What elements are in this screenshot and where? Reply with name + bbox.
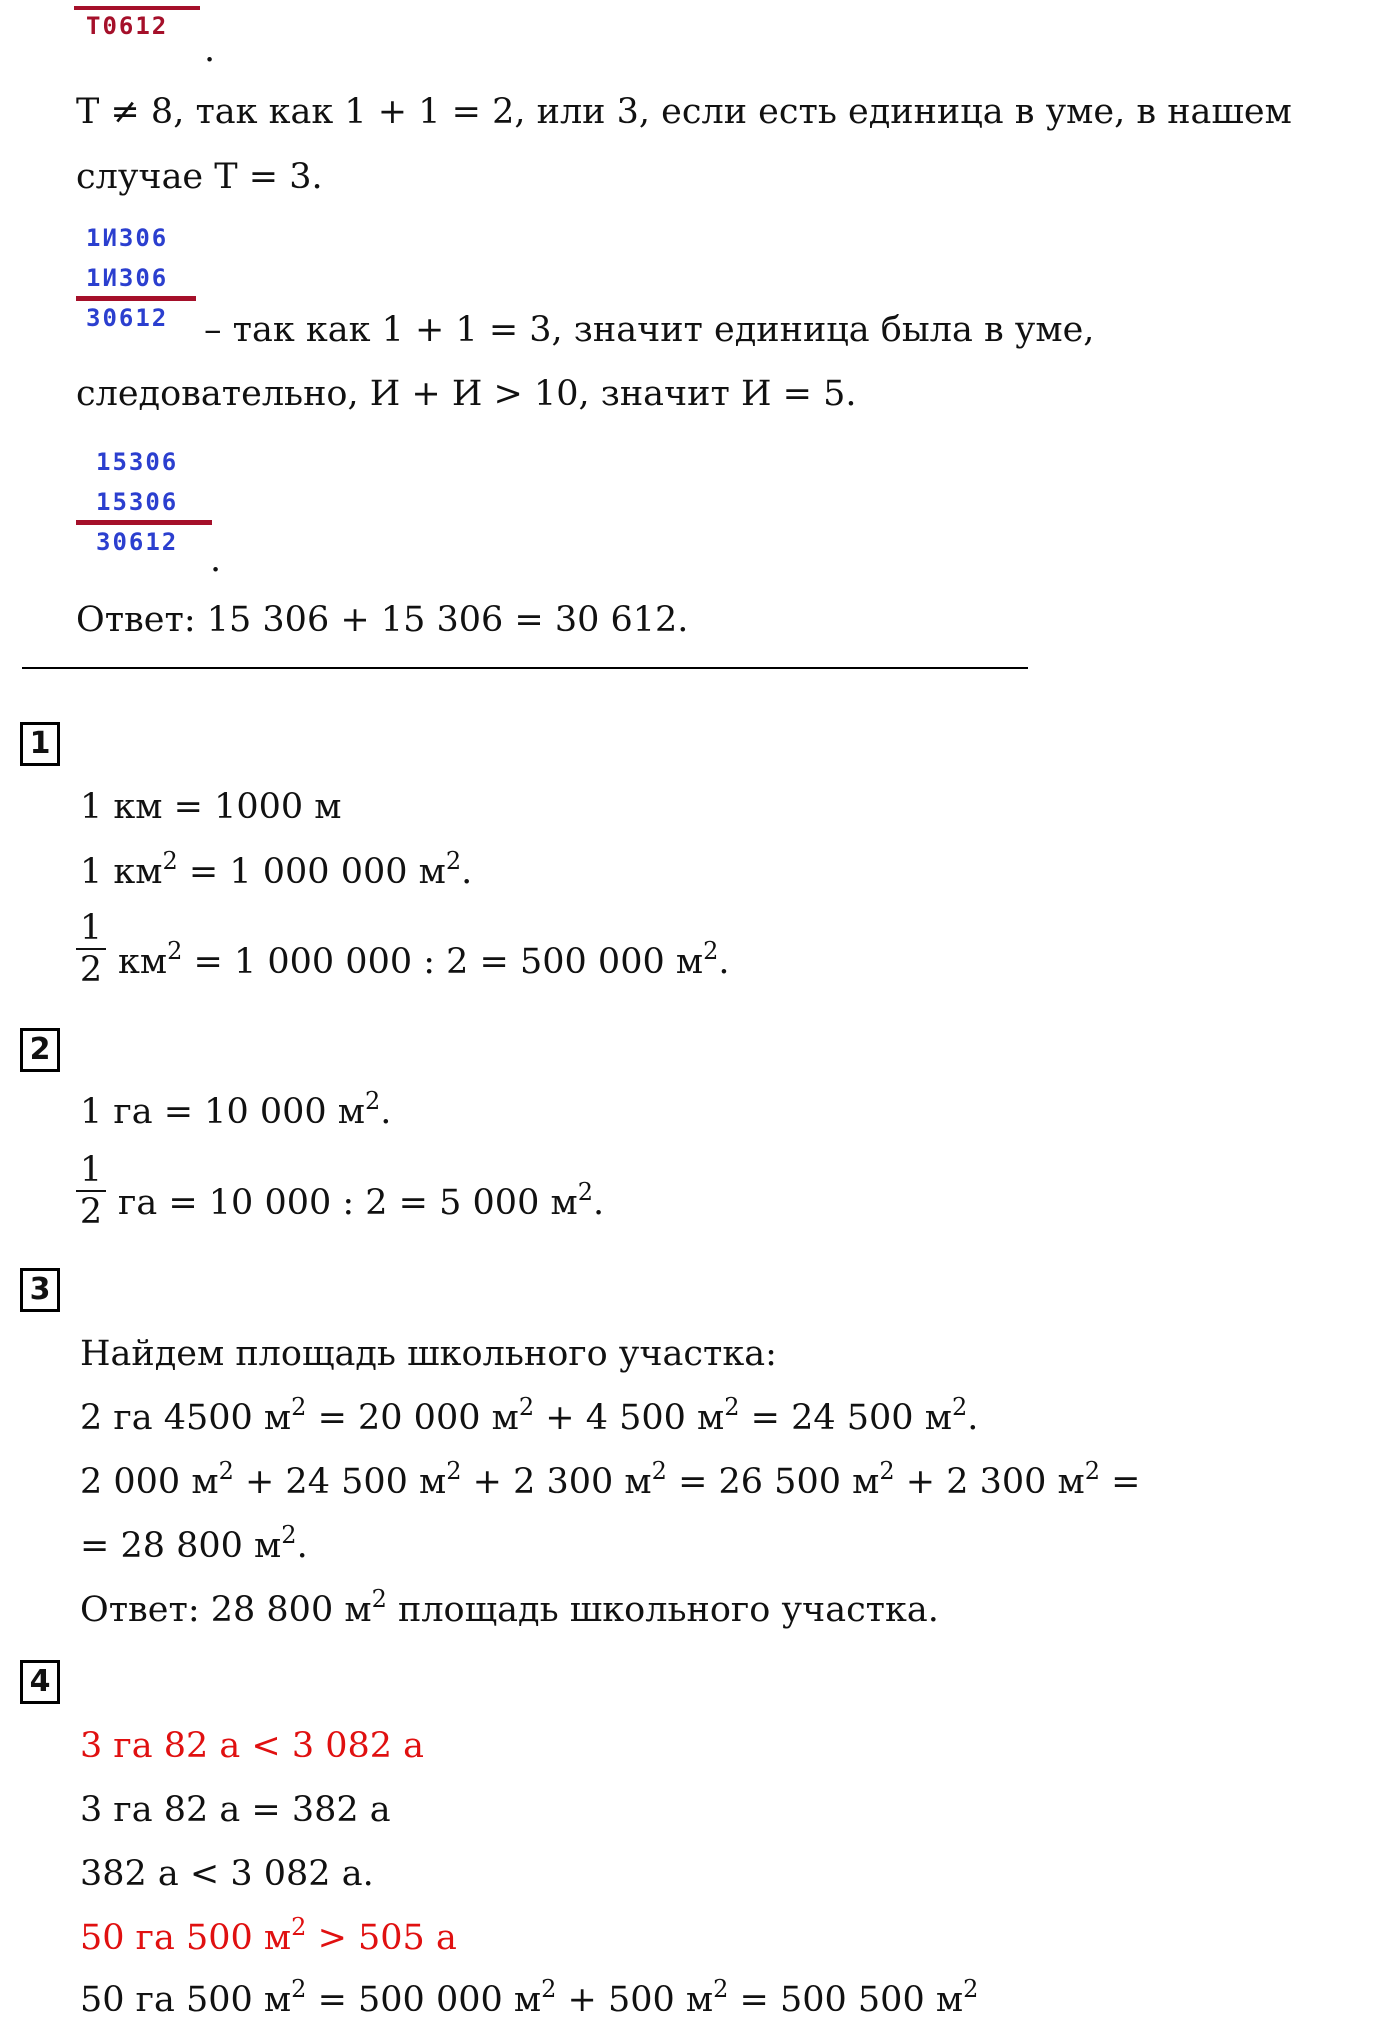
text-line: Найдем площадь школьного участка: (80, 1334, 777, 1374)
divider (22, 667, 1028, 669)
column-addend: 15306 (96, 488, 179, 516)
fraction: $\frac{1}{2}$ (76, 908, 106, 990)
equation-line: 2 000 $м^2 + 24$ 500 $м^2 + 2$ 300 $м^2 = 26$ 500 $м^2 + 2$ 300 $м^2$ = (80, 1457, 1141, 1502)
period: . (204, 30, 216, 70)
comparison-line: 50 га 500 $м^2 > 505$ а (80, 1913, 457, 1958)
answer-line: Ответ: 28 800 $м^2$ площадь школьного участка. (80, 1585, 939, 1630)
column-line (74, 6, 200, 10)
equation-line: 1 км = 1000 м (80, 787, 342, 827)
column-addend: 1И306 (86, 224, 169, 252)
equation-line: 2 га 4500 $м^2 = 20$ 000 $м^2 + 4$ 500 $м^2 = 24$ 500 $м^2$. (80, 1393, 979, 1438)
task-number-4: 4 (20, 1660, 60, 1704)
equation-line: 382 а < 3 082 а. (80, 1854, 374, 1894)
explanation-line: – так как 1 + 1 = 3, значит единица была в уме, (204, 310, 1095, 350)
column-line (76, 296, 196, 301)
equation-line: 3 га 82 а = 382 а (80, 1790, 391, 1830)
equation-line: 1 га = 10 000 $м^2$. (80, 1087, 392, 1132)
task-number-2: 2 (20, 1028, 60, 1072)
comparison-line: 3 га 82 а < 3 082 а (80, 1726, 425, 1766)
explanation-line: T ≠ 8, так как 1 + 1 = 2, или 3, если есть единица в уме, в нашем (76, 92, 1292, 132)
fraction: $\frac{1}{2}$ (76, 1150, 106, 1232)
column-result: 30612 (96, 528, 179, 556)
equation-line: га = 10 000 : 2 = 5 000 $м^2$. (118, 1178, 605, 1223)
explanation-line: следовательно, И + И > 10, значит И = 5. (76, 374, 857, 414)
task-number-1: 1 (20, 722, 60, 766)
explanation-line: случае T = 3. (76, 157, 323, 197)
column-result: T0612 (86, 12, 169, 40)
column-result: 30612 (86, 304, 169, 332)
period: . (210, 540, 222, 580)
column-addend: 1И306 (86, 264, 169, 292)
column-line (76, 520, 212, 525)
equation-line: 1 $км^2 = 1$ 000 000 $м^2$. (80, 847, 473, 892)
equation-line: = 28 800 $м^2$. (80, 1521, 308, 1566)
equation-line: 50 га 500 $м^2 = 500$ 000 $м^2 + 500$ $м^2 = 500$ 500 $м^2$ (80, 1975, 979, 2020)
column-addend: 15306 (96, 448, 179, 476)
task-number-3: 3 (20, 1268, 60, 1312)
answer-line: Ответ: 15 306 + 15 306 = 30 612. (76, 600, 689, 640)
equation-line: $км^2 = 1$ 000 000 : 2 = 500 000 $м^2$. (118, 937, 730, 982)
